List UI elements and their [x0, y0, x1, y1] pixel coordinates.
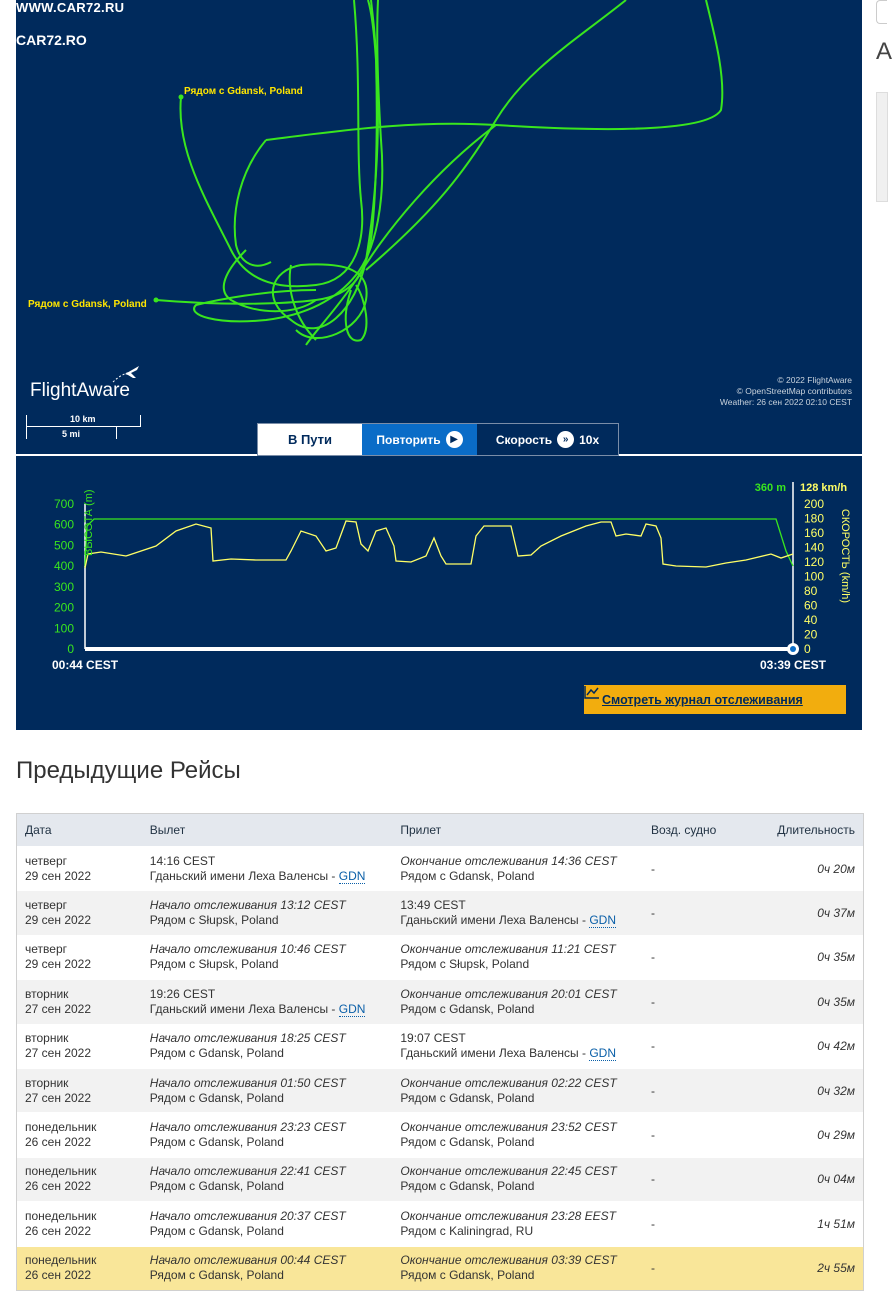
y-right-tick: 60 — [804, 598, 818, 613]
flight-date: 26 сен 2022 — [25, 1179, 92, 1194]
cell-departure — [150, 1076, 401, 1106]
watermark-logo: CAR72.RO — [16, 32, 87, 48]
cell-departure — [150, 942, 401, 972]
map-scale — [26, 412, 156, 442]
header-date[interactable]: Дата — [25, 822, 52, 837]
airport-code-link[interactable]: GDN — [338, 868, 366, 883]
attribution-weather: Weather: 26 сен 2022 02:10 CEST — [719, 397, 852, 407]
day-of-week: вторник — [25, 1075, 69, 1090]
speed-label: Скорость — [495, 432, 553, 447]
cell-departure — [150, 1209, 401, 1239]
cell-aircraft: - — [650, 861, 655, 876]
fast-forward-icon: » — [557, 431, 574, 448]
flight-date: 26 сен 2022 — [25, 1223, 92, 1238]
arrival-place — [400, 957, 651, 972]
airport-code-link[interactable]: GDN — [589, 913, 617, 928]
cell-date — [17, 1076, 150, 1106]
day-of-week: вторник — [25, 986, 69, 1001]
speed-current: 128 km/h — [800, 482, 848, 494]
arrival-time: Окончание отслеживания 02:22 CEST — [400, 1075, 617, 1090]
y-left-tick: 200 — [53, 600, 74, 615]
scale-km: 10 km — [70, 414, 96, 424]
flight-date: 27 сен 2022 — [25, 1001, 92, 1016]
departure-place-name: Рядом с Gdansk, Poland — [149, 1046, 284, 1061]
y-right-tick: 180 — [804, 511, 825, 526]
cell-arrival — [400, 987, 651, 1017]
map-label-left: Рядом с Gdansk, Poland — [28, 299, 147, 310]
flight-date: 27 сен 2022 — [25, 1046, 92, 1061]
airport-code-link[interactable]: GDN — [589, 1046, 617, 1061]
table-row[interactable] — [17, 1024, 863, 1068]
y-left-axis-label: ВЫСОТА (m) — [83, 489, 95, 556]
arrival-place — [400, 913, 651, 928]
arrival-time: 19:07 CEST — [400, 1031, 466, 1046]
departure-time: Начало отслеживания 22:41 CEST — [149, 1164, 346, 1179]
view-track-log-button[interactable] — [584, 685, 846, 714]
departure-place — [150, 957, 401, 972]
departure-place-name: Рядом с Gdansk, Poland — [149, 1268, 284, 1283]
arrival-place — [400, 1091, 651, 1106]
table-row[interactable] — [17, 1201, 863, 1245]
cell-date — [17, 1120, 150, 1150]
cell-date — [17, 854, 150, 884]
cell-arrival — [400, 854, 651, 884]
y-left-tick: 0 — [67, 642, 74, 656]
departure-place — [150, 1091, 401, 1106]
departure-place-name: Рядом с Gdansk, Poland — [149, 1135, 284, 1150]
arrival-time: Окончание отслеживания 23:52 CEST — [400, 1120, 617, 1135]
x-end-label: 03:39 CEST — [759, 658, 826, 672]
y-left-tick: 100 — [53, 621, 74, 636]
table-row[interactable] — [17, 1112, 863, 1156]
flight-date: 27 сен 2022 — [25, 1090, 92, 1105]
departure-place-name: Рядом с Słupsk, Poland — [149, 957, 279, 972]
cell-duration: 0ч 29м — [817, 1128, 855, 1143]
cell-duration: 0ч 42м — [817, 1039, 855, 1054]
departure-time: Начало отслеживания 23:23 CEST — [149, 1120, 346, 1135]
arrival-time: Окончание отслеживания 11:21 CEST — [400, 942, 616, 957]
cell-aircraft: - — [650, 950, 655, 965]
departure-place-name: Гданьский имени Леха Валенсы - — [149, 1001, 339, 1016]
header-departure[interactable]: Вылет — [149, 822, 186, 837]
y-right-tick: 120 — [804, 555, 825, 569]
departure-time: Начало отслеживания 20:37 CEST — [149, 1208, 346, 1223]
y-right-tick: 160 — [804, 526, 825, 540]
cell-date — [17, 1253, 150, 1283]
cell-duration: 1ч 51м — [817, 1216, 855, 1231]
departure-time: Начало отслеживания 01:50 CEST — [149, 1075, 346, 1090]
flight-date: 29 сен 2022 — [25, 868, 92, 883]
day-of-week: вторник — [25, 1031, 69, 1046]
header-arrival[interactable]: Прилет — [400, 822, 442, 837]
arrival-place-name: Рядом с Gdansk, Poland — [400, 868, 535, 883]
airplane-icon — [111, 364, 141, 386]
departure-place-name: Рядом с Słupsk, Poland — [149, 913, 279, 928]
arrival-place-name: Рядом с Gdansk, Poland — [400, 1135, 535, 1150]
y-right-tick: 40 — [804, 613, 818, 627]
cell-aircraft: - — [650, 1128, 655, 1143]
table-row[interactable] — [17, 979, 863, 1023]
cell-duration: 0ч 20м — [817, 861, 855, 876]
departure-time: 14:16 CEST — [149, 853, 216, 868]
cell-arrival — [400, 942, 651, 972]
y-left-tick: 700 — [53, 497, 74, 511]
departure-time: Начало отслеживания 18:25 CEST — [149, 1031, 346, 1046]
day-of-week: понедельник — [25, 1208, 97, 1223]
cell-arrival — [400, 1031, 651, 1061]
cell-departure — [150, 898, 401, 928]
table-row[interactable] — [17, 1068, 863, 1112]
departure-place-name: Рядом с Gdansk, Poland — [149, 1179, 284, 1194]
arrival-time: 13:49 CEST — [400, 898, 466, 913]
departure-place-name: Гданьский имени Леха Валенсы - — [149, 868, 339, 883]
header-duration[interactable]: Длительность — [777, 823, 855, 837]
y-right-tick: 140 — [804, 540, 825, 555]
cell-arrival — [400, 1253, 651, 1283]
cell-aircraft: - — [650, 1039, 655, 1054]
flight-date: 29 сен 2022 — [25, 913, 92, 928]
departure-place — [150, 1179, 401, 1194]
arrival-place — [400, 1046, 651, 1061]
departure-place-name: Рядом с Gdansk, Poland — [149, 1090, 284, 1105]
arrival-time: Окончание отслеживания 03:39 CEST — [400, 1253, 617, 1268]
arrival-place — [400, 1268, 651, 1283]
cell-aircraft: - — [650, 1172, 655, 1187]
map-attribution — [720, 375, 852, 408]
cell-duration: 0ч 04м — [817, 1172, 855, 1187]
table-row[interactable] — [17, 846, 863, 890]
cell-date — [17, 1209, 150, 1239]
cell-duration: 0ч 35м — [817, 950, 855, 965]
airport-code-link[interactable]: GDN — [338, 1001, 366, 1016]
arrival-place-name: Рядом с Gdansk, Poland — [400, 1268, 535, 1283]
attribution-osm: © OpenStreetMap contributors — [736, 386, 852, 396]
y-right-tick: 200 — [804, 497, 825, 511]
replay-button[interactable] — [362, 424, 477, 455]
table-body — [17, 846, 863, 1290]
arrival-place-name: Рядом с Gdansk, Poland — [400, 1179, 535, 1194]
cell-date — [17, 942, 150, 972]
arrival-time: Окончание отслеживания 14:36 CEST — [400, 853, 617, 868]
departure-time: Начало отслеживания 13:12 CEST — [149, 898, 346, 913]
tab-route[interactable]: В Пути — [258, 424, 362, 455]
view-track-log-label: Смотреть журнал отслеживания — [602, 692, 803, 707]
day-of-week: понедельник — [25, 1120, 97, 1135]
y-right-tick: 80 — [804, 584, 818, 598]
arrival-place — [400, 1135, 651, 1150]
replay-label: Повторить — [376, 432, 441, 447]
cell-arrival — [400, 1076, 651, 1106]
cell-arrival — [400, 1120, 651, 1150]
sidebar-fragment: A — [876, 0, 886, 200]
flight-map[interactable] — [16, 0, 862, 454]
day-of-week: четверг — [25, 898, 67, 913]
cell-date — [17, 898, 150, 928]
y-left-tick: 600 — [53, 517, 74, 532]
watermark-url: WWW.CAR72.RU — [16, 0, 125, 15]
departure-place — [150, 1268, 401, 1283]
cell-duration: 0ч 35м — [817, 994, 855, 1009]
cell-departure — [150, 987, 401, 1017]
departure-time: Начало отслеживания 00:44 CEST — [149, 1253, 346, 1268]
speed-button[interactable] — [477, 424, 618, 455]
arrival-place-name: Гданьский имени Леха Валенсы - — [400, 913, 590, 928]
departure-time: Начало отслеживания 10:46 CEST — [149, 942, 346, 957]
arrival-place — [400, 1002, 651, 1017]
scale-mi: 5 mi — [62, 429, 81, 439]
y-right-tick: 20 — [804, 627, 818, 642]
cell-duration: 0ч 37м — [817, 906, 855, 921]
arrival-place — [400, 1224, 651, 1239]
header-aircraft[interactable]: Возд. судно — [650, 823, 717, 837]
table-header — [17, 814, 863, 846]
departure-place — [150, 869, 401, 884]
departure-place — [150, 1046, 401, 1061]
arrival-place-name: Рядом с Kaliningrad, RU — [400, 1223, 534, 1238]
arrival-place-name: Рядом с Gdansk, Poland — [400, 1001, 535, 1016]
cell-date — [17, 1031, 150, 1061]
arrival-place-name: Рядом с Słupsk, Poland — [400, 957, 530, 972]
cell-departure — [150, 1164, 401, 1194]
y-left-tick: 400 — [53, 559, 74, 574]
cell-aircraft: - — [650, 1216, 655, 1231]
y-left-tick: 300 — [53, 579, 74, 594]
y-right-axis-label: СКОРОСТЬ (km/h) — [839, 508, 851, 604]
flight-date: 26 сен 2022 — [25, 1135, 92, 1150]
arrival-place-name: Гданьский имени Леха Валенсы - — [400, 1046, 590, 1061]
table-row[interactable] — [17, 890, 863, 934]
cell-duration: 0ч 32м — [817, 1083, 855, 1098]
departure-time: 19:26 CEST — [149, 986, 216, 1001]
day-of-week: четверг — [25, 853, 67, 868]
play-icon: ▶ — [446, 431, 463, 448]
arrival-time: Окончание отслеживания 23:28 EEST — [400, 1208, 616, 1223]
arrival-place — [400, 869, 651, 884]
cell-arrival — [400, 898, 651, 928]
cell-arrival — [400, 1164, 651, 1194]
map-label-top: Рядом с Gdansk, Poland — [184, 86, 303, 97]
y-right-tick: 0 — [804, 642, 811, 656]
map-tabs — [257, 423, 619, 456]
departure-place — [150, 1135, 401, 1150]
flight-profile — [16, 456, 862, 730]
cell-aircraft: - — [650, 1083, 655, 1098]
day-of-week: понедельник — [25, 1253, 97, 1268]
cell-date — [17, 1164, 150, 1194]
cell-departure — [150, 854, 401, 884]
table-row[interactable] — [17, 935, 863, 979]
attribution-flightaware: © 2022 FlightAware — [777, 375, 852, 385]
cell-arrival — [400, 1209, 651, 1239]
cell-aircraft: - — [650, 994, 655, 1009]
table-row[interactable] — [17, 1246, 863, 1290]
cell-departure — [150, 1253, 401, 1283]
speed-value: 10x — [579, 432, 600, 447]
x-start-label: 00:44 CEST — [52, 658, 119, 672]
departure-place-name: Рядом с Gdansk, Poland — [149, 1223, 284, 1238]
cell-aircraft: - — [650, 1261, 655, 1276]
arrival-place-name: Рядом с Gdansk, Poland — [400, 1090, 535, 1105]
departure-place — [150, 1224, 401, 1239]
cell-aircraft: - — [650, 906, 655, 921]
flightaware-logo: FlightAware — [30, 380, 130, 401]
flight-date: 26 сен 2022 — [25, 1268, 92, 1283]
departure-place — [150, 1002, 401, 1017]
arrival-time: Окончание отслеживания 22:45 CEST — [400, 1164, 617, 1179]
day-of-week: понедельник — [25, 1164, 97, 1179]
y-right-tick: 100 — [804, 569, 825, 584]
arrival-time: Окончание отслеживания 20:01 CEST — [400, 986, 617, 1001]
cell-departure — [150, 1120, 401, 1150]
flight-date: 29 сен 2022 — [25, 957, 92, 972]
cell-departure — [150, 1031, 401, 1061]
table-row[interactable] — [17, 1157, 863, 1201]
section-title: Предыдущие Рейсы — [16, 757, 241, 784]
day-of-week: четверг — [25, 942, 67, 957]
departure-place — [150, 913, 401, 928]
cell-date — [17, 987, 150, 1017]
arrival-place — [400, 1179, 651, 1194]
previous-flights-table — [16, 813, 864, 1291]
y-left-tick: 500 — [53, 538, 74, 553]
cell-duration: 2ч 55м — [817, 1261, 855, 1276]
altitude-current: 360 m — [754, 482, 786, 494]
